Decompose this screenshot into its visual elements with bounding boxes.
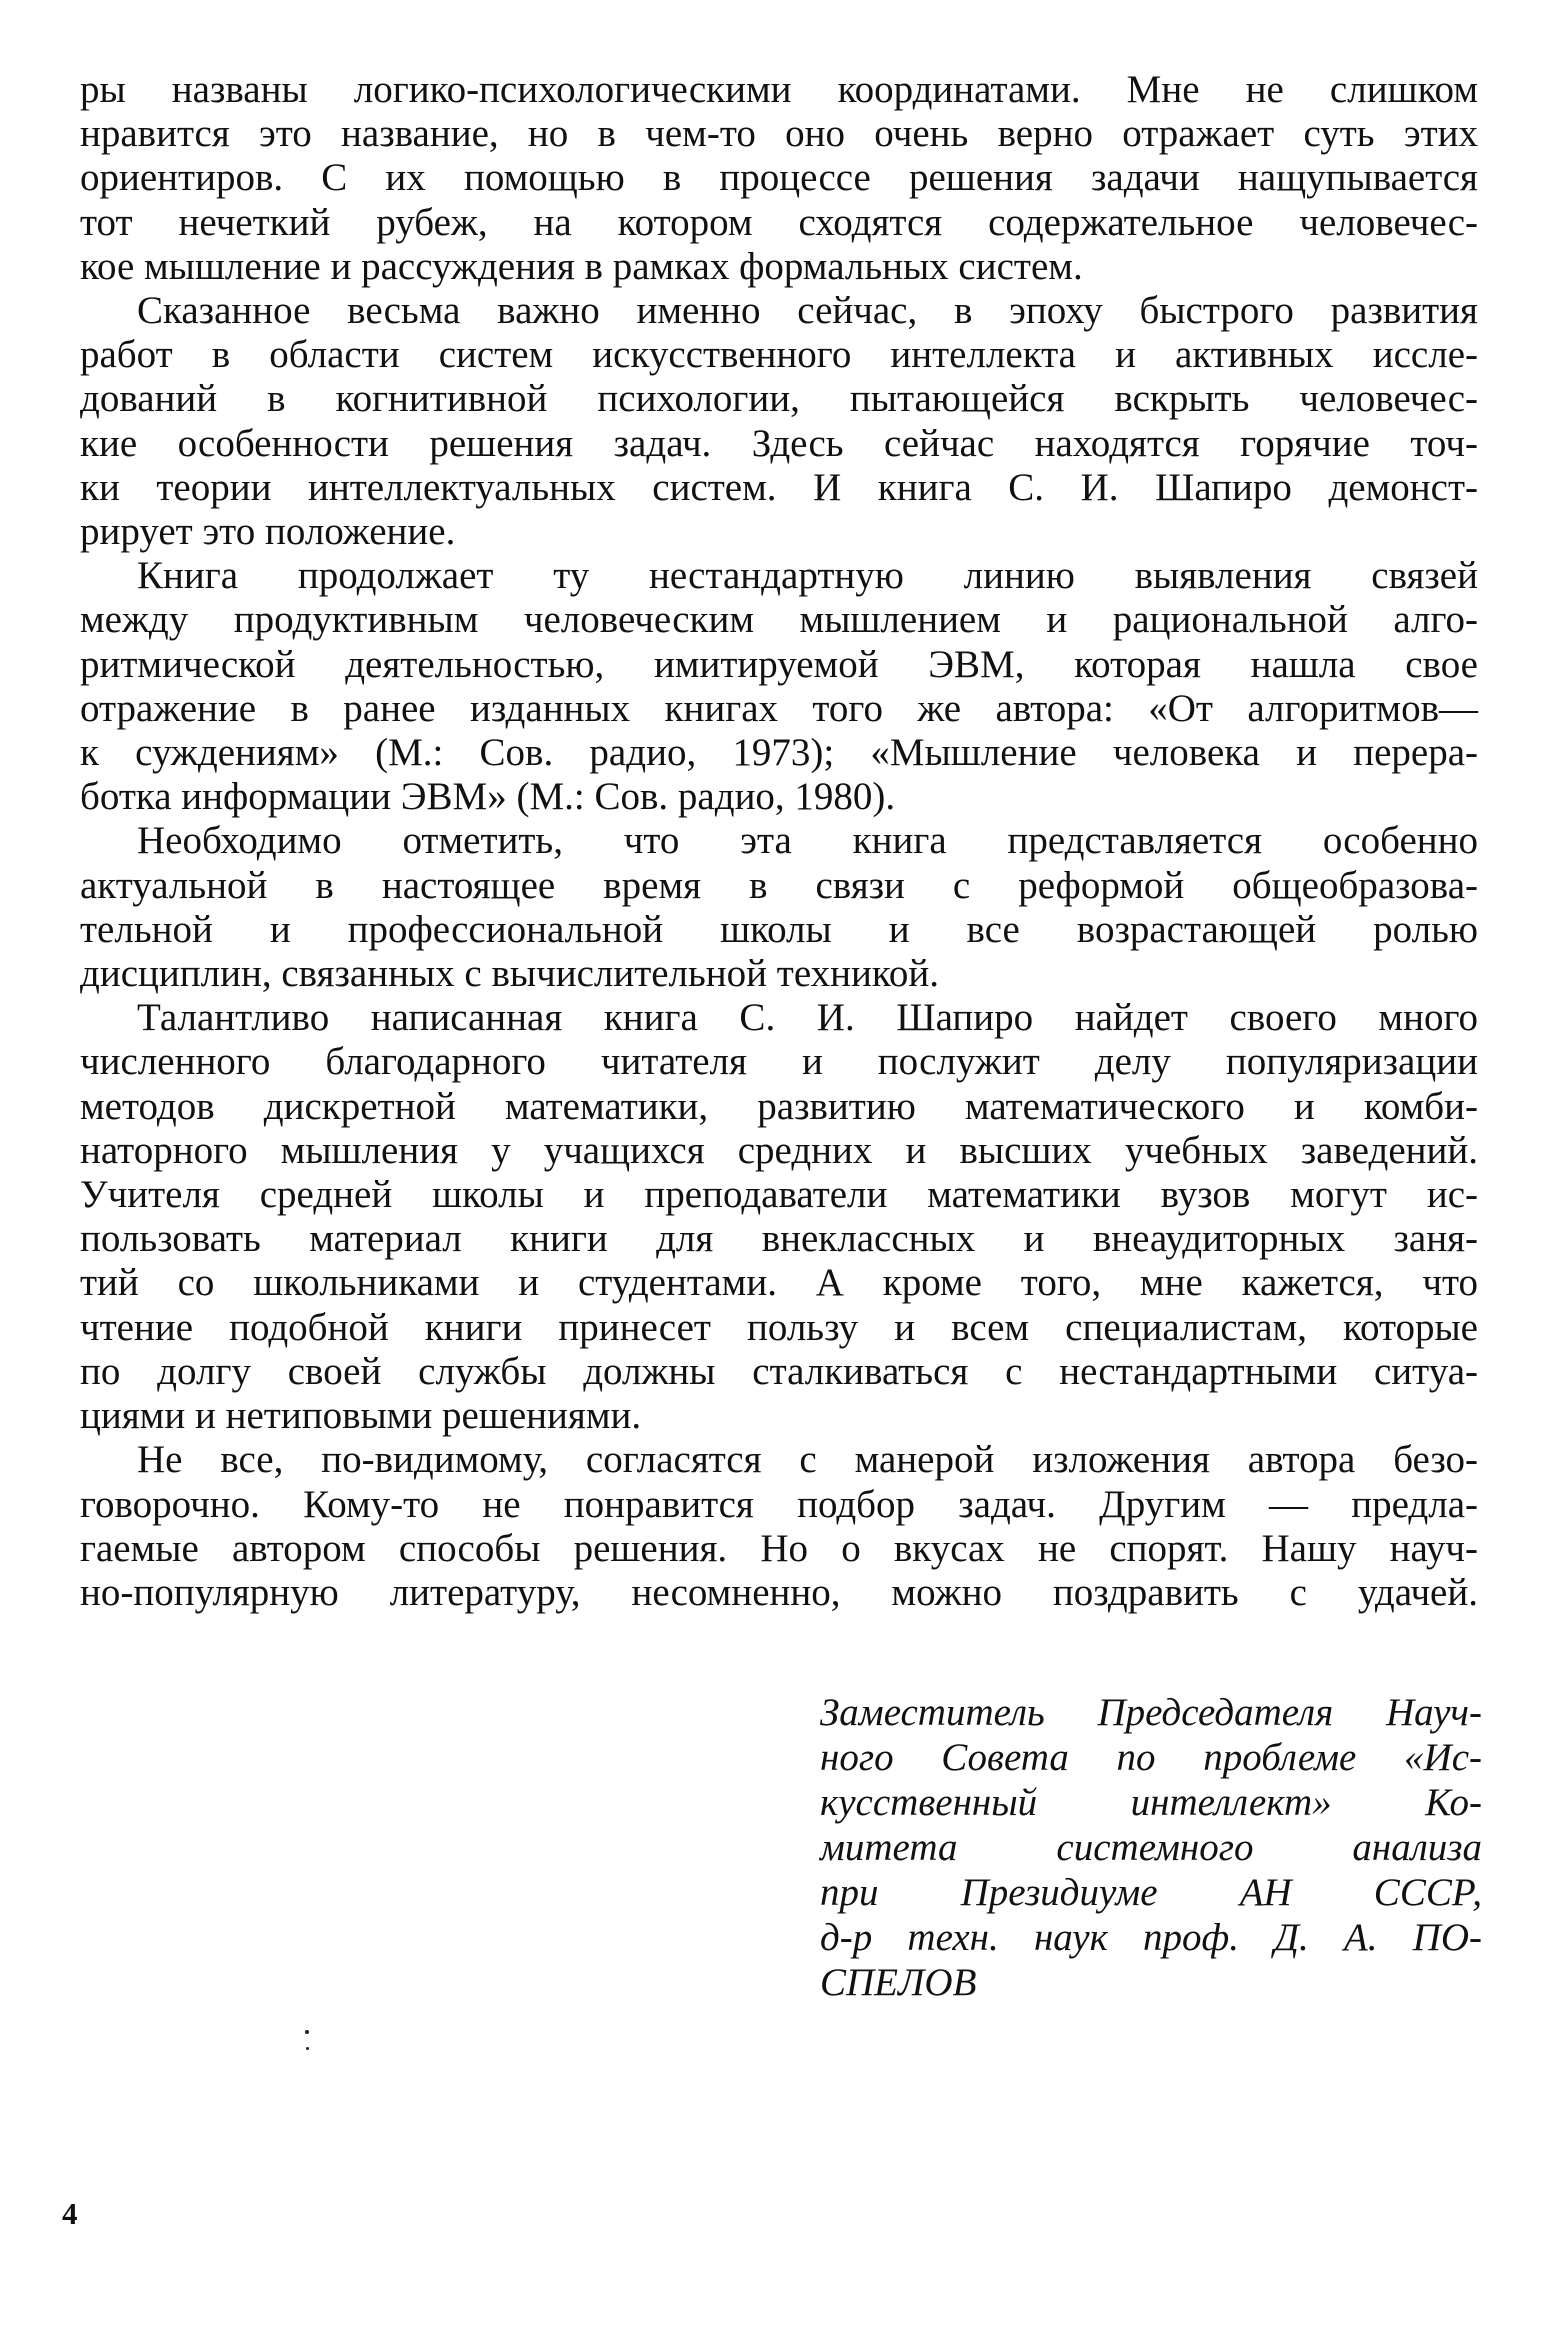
text-line: тот нечеткий рубеж, на котором сходятся содержательное человечес- [80, 200, 1478, 244]
signature-line: митета системного анализа [820, 1826, 1482, 1869]
text-line: чтение подобной книги принесет пользу и всем специалистам, которые [80, 1305, 1478, 1349]
page-number: 4 [62, 2196, 78, 2231]
paragraph [80, 996, 1478, 1438]
text-line: между продуктивным человеческим мышлением и рациональной алго- [80, 598, 1478, 642]
text-line: дований в когнитивной психологии, пытающейся вскрыть человечес- [80, 377, 1478, 421]
text-line: но-популярную литературу, несомненно, можно поздравить с удачей. [80, 1570, 1478, 1614]
text-line: циями и нетиповыми решениями. [80, 1394, 642, 1438]
text-line: кое мышление и рассуждения в рамках формальных систем. [80, 244, 1083, 288]
paragraph [80, 554, 1478, 819]
signature-line: кусственный интеллект» Ко- [820, 1781, 1482, 1824]
signature-line: Заместитель Председателя Науч- [820, 1691, 1482, 1734]
paragraph [80, 289, 1478, 554]
text-line: ры названы логико-психологическими координатами. Мне не слишком [80, 68, 1478, 111]
signature-line: СПЕЛОВ [820, 1961, 977, 2004]
text-line: отражение в ранее изданных книгах того же автора: «От алгоритмов— [80, 686, 1478, 730]
paragraph [80, 1438, 1478, 1615]
text-line: дисциплин, связанных с вычислительной техникой. [80, 952, 939, 996]
text-line: Не все, по-видимому, согласятся с манерой изложения автора безо- [137, 1438, 1478, 1482]
text-line: нравится это название, но в чем-то оно очень верно отражает суть этих [80, 112, 1478, 156]
text-line: кие особенности решения задач. Здесь сейчас находятся горячие точ- [80, 421, 1478, 465]
print-speck [305, 2030, 309, 2034]
text-line: рирует это положение. [80, 510, 456, 554]
text-line: ки теории интеллектуальных систем. И книга С. И. Шапиро демонст- [80, 465, 1478, 509]
text-line: Учителя средней школы и преподаватели математики вузов могут ис- [80, 1173, 1478, 1217]
text-line: тельной и профессиональной школы и все возрастающей ролью [80, 907, 1478, 951]
text-line: говорочно. Кому-то не понравится подбор задач. Другим — предла- [80, 1482, 1478, 1526]
text-line: методов дискретной математики, развитию математического и комби- [80, 1084, 1478, 1128]
body-text [80, 68, 1478, 1615]
text-line: наторного мышления у учащихся средних и высших учебных заведений. [80, 1128, 1478, 1172]
text-line: гаемые автором способы решения. Но о вкусах не спорят. Нашу науч- [80, 1526, 1478, 1570]
text-line: тий со школьниками и студентами. А кроме того, мне кажется, что [80, 1261, 1478, 1305]
text-line: работ в области систем искусственного интеллекта и активных иссле- [80, 333, 1478, 377]
print-speck [306, 2047, 309, 2050]
text-line: актуальной в настоящее время в связи с реформой общеобразова- [80, 863, 1478, 907]
text-line: пользовать материал книги для внеклассных и внеаудиторных заня- [80, 1217, 1478, 1261]
text-line: численного благодарного читателя и послужит делу популяризации [80, 1040, 1478, 1084]
paragraph [80, 819, 1478, 996]
text-line: Сказанное весьма важно именно сейчас, в эпоху быстрого развития [137, 289, 1478, 333]
signature-line: при Президиуме АН СССР, [820, 1871, 1482, 1914]
text-line: ботка информации ЭВМ» (М.: Сов. радио, 1980). [80, 775, 896, 819]
text-line: по долгу своей службы должны сталкиваться с нестандартными ситуа- [80, 1349, 1478, 1393]
paragraph [80, 68, 1478, 289]
signature-block [820, 1690, 1482, 2005]
signature-line: д-р техн. наук проф. Д. А. ПО- [820, 1916, 1482, 1959]
text-line: Необходимо отметить, что эта книга представляется особенно [137, 819, 1478, 863]
text-line: Книга продолжает ту нестандартную линию выявления связей [137, 554, 1478, 598]
text-line: ритмической деятельностью, имитируемой ЭВМ, которая нашла свое [80, 642, 1478, 686]
text-line: Талантливо написанная книга С. И. Шапиро найдет своего много [137, 996, 1478, 1040]
text-line: ориентиров. С их помощью в процессе решения задачи нащупывается [80, 156, 1478, 200]
signature-line: ного Совета по проблеме «Ис- [820, 1736, 1482, 1779]
text-line: к суждениям» (М.: Сов. радио, 1973); «Мышление человека и перера- [80, 731, 1478, 775]
